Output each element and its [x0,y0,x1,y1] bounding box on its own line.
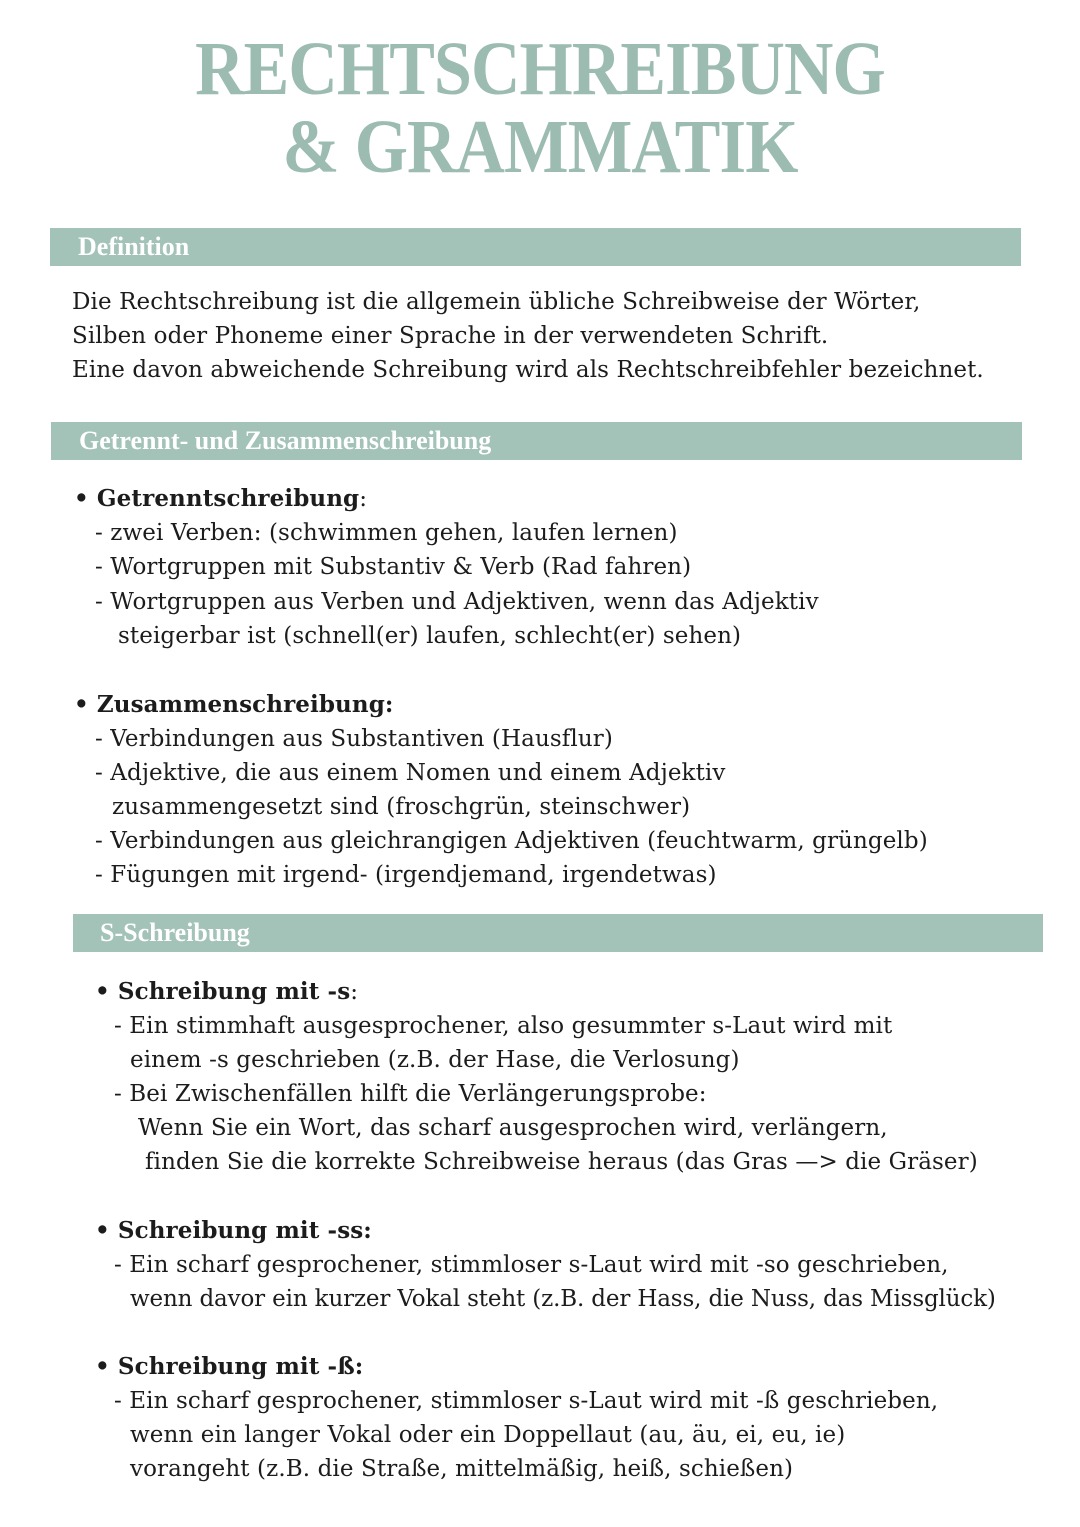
list-item: - Bei Zwischenfällen hilft die Verlängerungsprobe: [114,1081,707,1107]
list-item-continuation: finden Sie die korrekte Schreibweise heraus (das Gras —> die Gräser) [145,1149,978,1175]
list-heading-label: • Getrenntschreibung [74,485,360,512]
section-header-getrennt-zusammen: Getrennt- und Zusammenschreibung [51,422,1022,460]
list-heading-label: • Schreibung mit -s [95,978,351,1005]
list-heading-colon: : [359,486,368,512]
list-item: - Verbindungen aus gleichrangigen Adjektiven (feuchtwarm, grüngelb) [95,828,928,854]
list-item: - Ein stimmhaft ausgesprochener, also gesummter s-Laut wird mit [114,1013,893,1039]
list-item: - Wortgruppen aus Verben und Adjektiven, wenn das Adjektiv [95,589,819,615]
list-heading-mit-sz: • Schreibung mit -ß: [95,1353,364,1380]
list-item: - Ein scharf gesprochener, stimmloser s-Laut wird mit -ß geschrieben, [114,1388,939,1414]
definition-line: Die Rechtschreibung ist die allgemein übliche Schreibweise der Wörter, [72,289,921,315]
list-item: - Wortgruppen mit Substantiv & Verb (Rad fahren) [95,554,692,580]
list-item-continuation: Wenn Sie ein Wort, das scharf ausgesprochen wird, verlängern, [138,1115,888,1141]
list-item-continuation: wenn davor ein kurzer Vokal steht (z.B. der Hass, die Nuss, das Missglück) [130,1286,996,1312]
list-heading-colon: : [350,979,359,1005]
list-item: - Ein scharf gesprochener, stimmloser s-Laut wird mit -so geschrieben, [114,1252,949,1278]
section-header-s-schreibung: S-Schreibung [73,914,1043,952]
section-header-definition: Definition [50,228,1021,266]
list-item: - Adjektive, die aus einem Nomen und einem Adjektiv [95,760,726,786]
page-title-line-2: & GRAMMATIK [282,105,798,189]
list-heading-mit-ss: • Schreibung mit -ss: [95,1217,372,1244]
list-item-continuation: wenn ein langer Vokal oder ein Doppellaut (au, äu, ei, eu, ie) [130,1422,846,1448]
list-item-continuation: einem -s geschrieben (z.B. der Hase, die Verlosung) [130,1047,740,1073]
page-title-line-1: RECHTSCHREIBUNG [195,27,885,111]
list-item: - zwei Verben: (schwimmen gehen, laufen lernen) [95,520,678,546]
list-item-continuation: vorangeht (z.B. die Straße, mittelmäßig, heiß, schießen) [130,1456,794,1482]
list-item: - Fügungen mit irgend- (irgendjemand, irgendetwas) [95,862,717,888]
list-heading-mit-s [95,977,358,1007]
definition-line: Eine davon abweichende Schreibung wird als Rechtschreibfehler bezeichnet. [72,357,984,383]
list-heading-getrenntschreibung [74,484,367,514]
list-item: - Verbindungen aus Substantiven (Hausflur) [95,726,613,752]
list-heading-zusammenschreibung: • Zusammenschreibung: [74,691,394,718]
definition-line: Silben oder Phoneme einer Sprache in der verwendeten Schrift. [72,323,829,349]
list-item-continuation: zusammengesetzt sind (froschgrün, steinschwer) [112,794,691,820]
list-item-continuation: steigerbar ist (schnell(er) laufen, schlecht(er) sehen) [118,623,742,649]
